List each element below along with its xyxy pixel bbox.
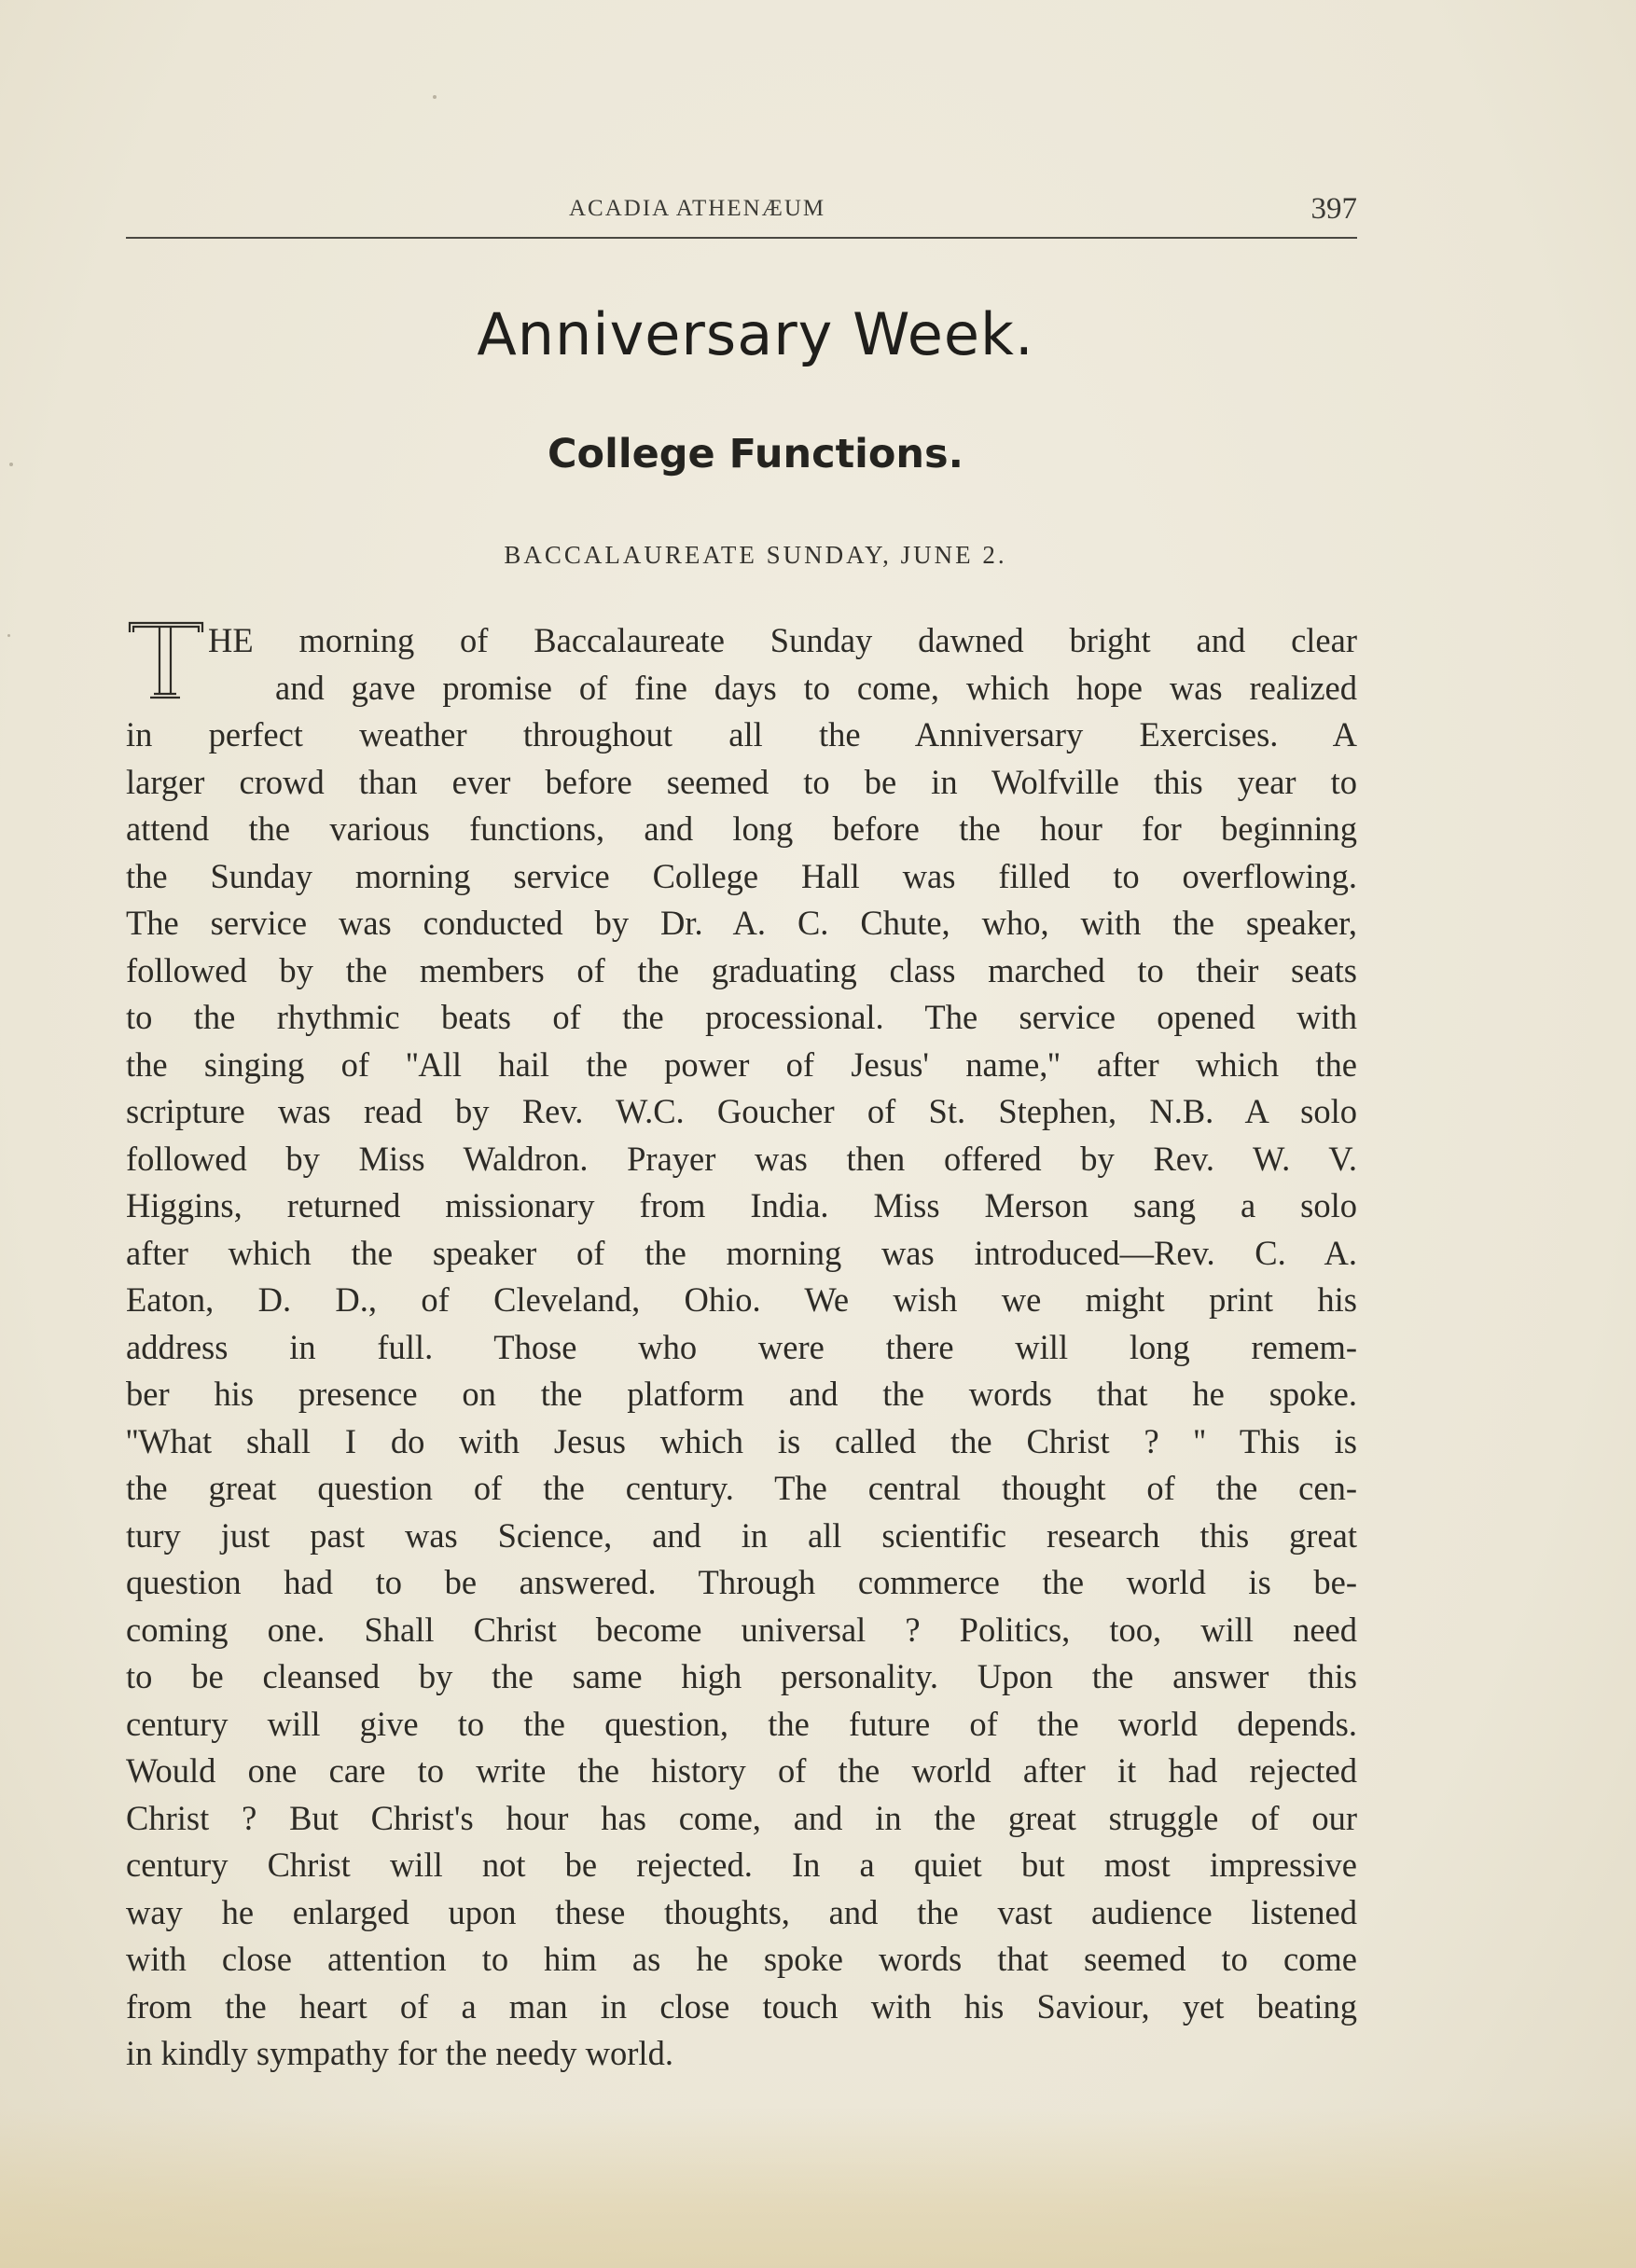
drop-cap	[126, 619, 206, 701]
body-line: ''What shall I do with Jesus which is called the Christ ? '' This is	[126, 1421, 1357, 1460]
body-line: Christ ? But Christ's hour has come, and in the great struggle of our	[126, 1798, 1357, 1837]
page-number: 397	[1310, 192, 1357, 226]
body-line: larger crowd than ever before seemed to be in Wolfville this year to	[126, 762, 1357, 801]
body-line: with close attention to him as he spoke words that seemed to come	[126, 1940, 1357, 1978]
body-line: way he enlarged upon these thoughts, and the vast audience listened	[126, 1892, 1357, 1931]
body-line: Eaton, D. D., of Cleveland, Ohio. We wish we might print his	[126, 1280, 1357, 1319]
body-line: Higgins, returned missionary from India. Miss Merson sang a solo	[126, 1186, 1357, 1224]
body-line: tury just past was Science, and in all scientific research this great	[126, 1515, 1357, 1555]
dust-speck	[433, 95, 437, 99]
body-line: address in full. Those who were there will long remem-	[126, 1327, 1357, 1366]
article-title: Anniversary Week.	[477, 300, 1034, 368]
body-line: scripture was read by Rev. W.C. Goucher of St. Stephen, N.B. A solo	[126, 1092, 1357, 1130]
water-stain	[0, 2108, 1636, 2268]
running-title: ACADIA ATHENÆUM	[569, 196, 826, 221]
body-line: century Christ will not be rejected. In a quiet but most impressive	[126, 1846, 1357, 1884]
body-line: and gave promise of fine days to come, which hope was realized	[275, 668, 1357, 707]
body-line: coming one. Shall Christ become universal ? Politics, too, will need	[126, 1610, 1357, 1649]
running-head	[126, 187, 1357, 239]
body-line: The service was conducted by Dr. A. C. Chute, who, with the speaker,	[126, 904, 1357, 942]
body-line: followed by Miss Waldron. Prayer was then offered by Rev. W. V.	[126, 1139, 1357, 1178]
section-heading: BACCALAUREATE SUNDAY, JUNE 2.	[504, 541, 1007, 569]
dust-speck	[7, 634, 10, 637]
article-body	[126, 617, 1357, 2078]
drop-cap-letter: T	[165, 675, 167, 676]
article-subtitle: College Functions.	[548, 431, 964, 477]
body-line: to be cleansed by the same high personality. Upon the answer this	[126, 1657, 1357, 1695]
body-lines	[126, 617, 1357, 2078]
header-rule	[126, 237, 1357, 239]
body-line: from the heart of a man in close touch with his Saviour, yet beating	[126, 1986, 1357, 2026]
body-line: century will give to the question, the future of the world depends.	[126, 1704, 1357, 1743]
body-line: attend the various functions, and long before the hour for beginning	[126, 809, 1357, 848]
body-line: Would one care to write the history of the world after it had rejected	[126, 1751, 1357, 1790]
body-line: after which the speaker of the morning was introduced—Rev. C. A.	[126, 1233, 1357, 1272]
body-line: in kindly sympathy for the needy world.	[126, 2034, 673, 2072]
body-line: to the rhythmic beats of the processional. The service opened with	[126, 998, 1357, 1036]
body-line: the great question of the century. The central thought of the cen-	[126, 1469, 1357, 1507]
body-line: followed by the members of the graduating class marched to their seats	[126, 950, 1357, 989]
body-line: HE morning of Baccalaureate Sunday dawned bright and clear	[208, 621, 1357, 659]
body-line: question had to be answered. Through commerce the world is be-	[126, 1563, 1357, 1601]
body-line: ber his presence on the platform and the words that he spoke.	[126, 1375, 1357, 1413]
body-line: in perfect weather throughout all the Anniversary Exercises. A	[126, 715, 1357, 754]
body-line: the Sunday morning service College Hall was filled to overflowing.	[126, 856, 1357, 895]
body-line: the singing of ''All hail the power of Jesus' name,'' after which the	[126, 1044, 1357, 1084]
